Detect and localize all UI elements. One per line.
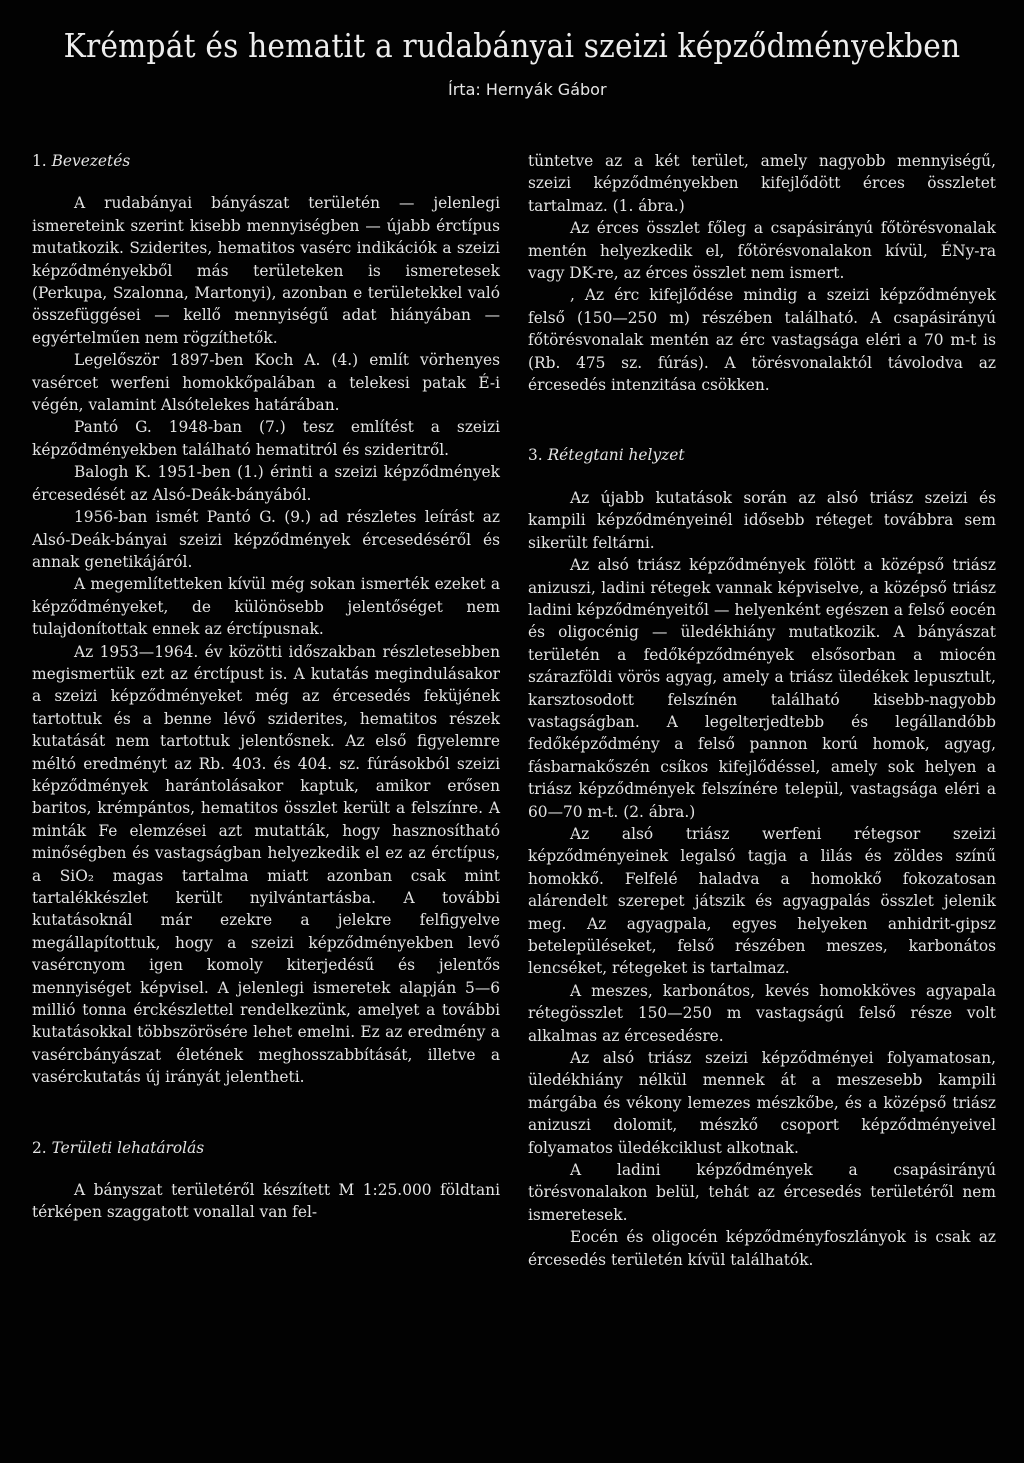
section-number: 2.: [32, 1138, 47, 1157]
paragraph: , Az érc kifejlődése mindig a szeizi képződmények felső (150—250 m) részében található. A csapásirányú főtörésvonalak mentén az érc vastagsága eléri a 70 m-t is (Rb. 475 sz. fúrás). A törésvonalaktól távolodva az ércesedés intenzitása csökken.: [528, 286, 996, 395]
paragraph: A rudabányai bányászat területén — jelenlegi ismereteink szerint kisebb mennyiségben — újabb érctípus mutatkozik. Sziderites, hematitos vasérc indikációk a szeizi képződményekből más területeken is ismeretesek (Perkupa, Szalonna, Martonyi), azonban e területekkel való összefüggései — kellő mennyiségű adat hiányában — egyértelműen nem rögzíthetők.: [32, 194, 500, 347]
section-heading-3: [528, 444, 996, 466]
section-heading-2: [32, 1137, 500, 1159]
section-title: Területi lehatárolás: [51, 1138, 205, 1157]
paragraph: Az alsó triász szeizi képződményei folyamatosan, üledékhiány nélkül mennek át a meszesebb kampili márgába és vékony lemezes mészkőbe, és a középső triász anizuszi dolomit, mészkő csoport képződményeivel folyamatos üledékciklust alkotnak.: [528, 1049, 996, 1157]
article-title: Krémpát és hematit a rudabányai szeizi képződményekben: [63, 26, 961, 65]
section-number: 1.: [32, 152, 47, 170]
paragraph: Az alsó triász képződmények fölött a középső triász anizuszi, ladini rétegek vannak képviselve, a középső triász ladini képződményeitől — helyenként egészen a felső eocén és oligocénig — üledékhiány mutatkozik. A bányászat területén a fedőképződmények elsősorban a miocén szárazföldi vörös agyag, amely a triász üledékek lepusztult, karsztosodott felszínén található kisebb-nagyobb vastagságban. A legelterjedtebb és legállandóbb fedőképződmény a felső pannon korú homok, agyag, fásbarnakőszén csíkos kifejlődéssel, amely sok helyen a triász képződmények felszínére települ, vastagsága eléri a 60—70 m-t. (2. ábra.): [528, 556, 996, 821]
section-title: Bevezetés: [51, 152, 131, 170]
paragraph: A ladini képződmények a csapásirányú törésvonalakon belül, tehát az ércesedés területéről nem ismeretesek.: [528, 1161, 996, 1224]
left-column: [32, 150, 500, 1224]
paragraph: A bányszat területéről készített M 1:25.000 földtani térképen szaggatott vonallal van fel-: [32, 1181, 500, 1222]
paragraph: Az 1953—1964. év közötti időszakban részletesebben megismertük ezt az érctípust is. A kutatás megindulásakor a szeizi képződményeket még az ércesedés feküjének tartottuk és a benne lévő sziderites, hematitos részek kutatását nem tartottuk jelentősnek. Az első figyelemre méltó eredményt az Rb. 403. és 404. sz. fúrásokból szeizi képződmények harántolásakor kaptuk, amikor erősen baritos, krémpántos, hematitos összlet került a felszínre. A minták Fe elemzései azt mutatták, hogy hasznosítható minőségben és vastagságban helyezkedik el ez az érctípus, a SiO₂ magas tartalma miatt azonban csak mint tartalékkészlet került nyilvántartásba. A további kutatásoknál már ezekre a jelekre felfigyelve megállapítottuk, hogy a szeizi képződményekben levő vasércnyom igen komoly kiterjedésű és jelentős mennyiséget képvisel. A jelenlegi ismeretek alapján 5—6 millió tonna érckészlettel rendelkezünk, amelyet a további kutatásokkal többszörösére lehet emelni. Ez az eredmény a vasércbányászat életének meghosszabbítását, illetve a vasérckutatás új irányát jelentheti.: [32, 642, 500, 1087]
section-spacer: [528, 396, 996, 444]
paragraph: 1956-ban ismét Pantó G. (9.) ad részletes leírást az Alsó-Deák-bányai szeizi képződmények ércesedéséről és annak genetikájáról.: [32, 508, 500, 571]
paragraph: Pantó G. 1948-ban (7.) tesz említést a szeizi képződményekben található hematitról és szideritről.: [32, 418, 500, 459]
paragraph: Balogh K. 1951-ben (1.) érinti a szeizi képződmények ércesedését az Alsó-Deák-bányából.: [32, 463, 500, 504]
paragraph: Legelőször 1897-ben Koch A. (4.) említ vörhenyes vasércet werfeni homokkőpalában a telekesi patak É-i végén, valamint Alsótelekes határában.: [32, 351, 500, 415]
paragraph: A megemlítetteken kívül még sokan ismerték ezeket a képződményeket, de különösebb jelentőséget nem tulajdonítottak ennek az érctípusnak.: [32, 575, 500, 639]
right-column: [528, 150, 996, 1271]
paragraph: Eocén és oligocén képződményfoszlányok is csak az ércesedés területén kívül találhatók.: [528, 1228, 996, 1269]
section-heading-1: [32, 150, 500, 172]
author-byline: Írta: Hernyák Gábor: [448, 80, 607, 99]
paragraph: Az alsó triász werfeni rétegsor szeizi képződményeinek legalsó tagja a lilás és zöldes színű homokkő. Felfelé haladva a homokkő fokozatosan alárendelt szerepet játszik és agyagpalás összlet jelenik meg. Az agyagpala, egyes helyeken anhidrit-gipsz betelepüléseket, felső részében meszes, karbonátos lencséket, rétegeket is tartalmaz.: [528, 824, 996, 978]
section-title: Rétegtani helyzet: [547, 446, 685, 465]
section-number: 3.: [528, 446, 543, 465]
paragraph: A meszes, karbonátos, kevés homokköves agyapala rétegösszlet 150—250 m vastagságú felső része volt alkalmas az ércesedésre.: [528, 981, 996, 1045]
paragraph: tüntetve az a két terület, amely nagyobb mennyiségű, szeizi képződményekben kifejlődött érces összletet tartalmaz. (1. ábra.): [528, 152, 996, 215]
paragraph: Az újabb kutatások során az alsó triász szeizi és kampili képződményeinél idősebb réteget továbbra sem sikerült feltárni.: [528, 488, 996, 552]
section-spacer: [32, 1089, 500, 1137]
paragraph: Az érces összlet főleg a csapásirányú főtörésvonalak mentén helyezkedik el, főtörésvonalakon kívül, ÉNy-ra vagy DK-re, az érces összlet nem ismert.: [528, 219, 996, 283]
